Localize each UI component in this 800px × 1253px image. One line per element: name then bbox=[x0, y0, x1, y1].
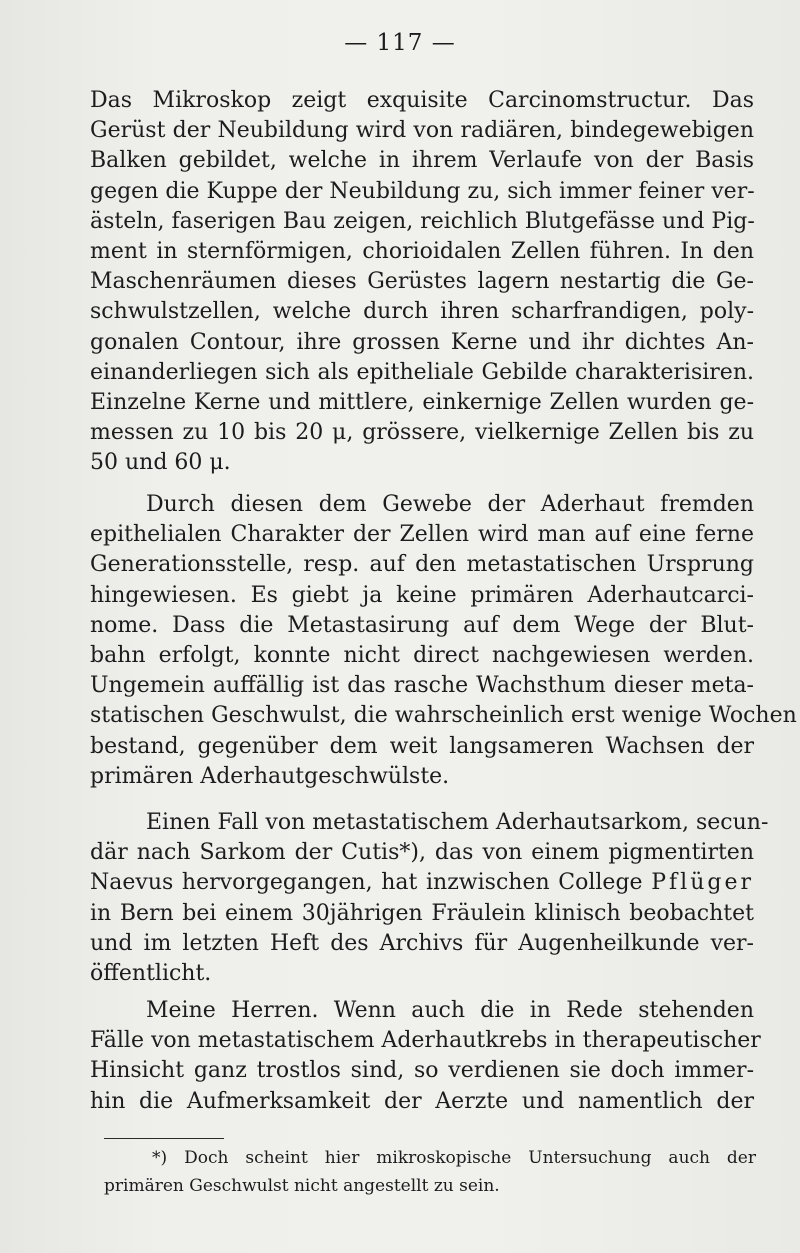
text-line: 50 und 60 μ. bbox=[90, 450, 231, 476]
text-line: hin die Aufmerksamkeit der Aerzte und namentlich der bbox=[90, 1088, 754, 1114]
text-line: öffentlicht. bbox=[90, 961, 212, 987]
text-line: ästeln, faserigen Bau zeigen, reichlich Blutgefässe und Pig- bbox=[90, 208, 755, 234]
page-number: — 117 — bbox=[344, 30, 456, 56]
paragraph-microscopy bbox=[90, 86, 754, 479]
text-line: Hinsicht ganz trostlos sind, so verdienen sie doch immer- bbox=[90, 1058, 754, 1084]
text-line: Maschenräumen dieses Gerüstes lagern nestartig die Ge- bbox=[90, 269, 754, 295]
text-line: Das Mikroskop zeigt exquisite Carcinomstructur. Das bbox=[90, 88, 754, 113]
text-line: Gerüst der Neubildung wird von radiären, bindegewebigen bbox=[90, 118, 754, 144]
text-fragment: Naevus hervorgegangen, hat inzwischen College bbox=[90, 870, 652, 896]
text-line: primären Aderhautgeschwülste. bbox=[90, 763, 450, 789]
paragraph-sarcoma-case bbox=[90, 808, 769, 989]
text-line: Generationsstelle, resp. auf den metastatischen Ursprung bbox=[90, 552, 754, 578]
footnote-line: *) Doch scheint hier mikroskopische Untersuchung auch der bbox=[152, 1148, 756, 1168]
text-line: Fälle von metastatischem Aderhautkrebs in therapeutischer bbox=[90, 1028, 761, 1054]
text-line: epithelialen Charakter der Zellen wird man auf eine ferne bbox=[90, 522, 754, 548]
text-line: statischen Geschwulst, die wahrscheinlich erst wenige Wochen bbox=[90, 703, 797, 729]
text-line: schwulstzellen, welche durch ihren scharfrandigen, poly- bbox=[90, 299, 754, 325]
text-line: ment in sternförmigen, chorioidalen Zellen führen. In den bbox=[90, 239, 754, 265]
text-line: Meine Herren. Wenn auch die in Rede stehenden bbox=[146, 998, 754, 1023]
footnote-line: primären Geschwulst nicht angestellt zu sein. bbox=[104, 1176, 500, 1196]
text-line: Durch diesen dem Gewebe der Aderhaut fremden bbox=[146, 492, 754, 517]
text-line: Einzelne Kerne und mittlere, einkernige Zellen wurden ge- bbox=[90, 390, 754, 416]
paragraph-address bbox=[90, 996, 761, 1117]
text-line: där nach Sarkom der Cutis*), das von einem pigmentirten bbox=[90, 840, 754, 866]
text-line: Balken gebildet, welche in ihrem Verlaufe von der Basis bbox=[90, 148, 754, 174]
text-line: gegen die Kuppe der Neubildung zu, sich immer feiner ver- bbox=[90, 178, 755, 204]
text-line: gonalen Contour, ihre grossen Kerne und ihr dichtes An- bbox=[90, 329, 754, 355]
text-line: bestand, gegenüber dem weit langsameren Wachsen der bbox=[90, 733, 754, 759]
text-line: nome. Dass die Metastasirung auf dem Wege der Blut- bbox=[90, 612, 754, 638]
text-line: und im letzten Heft des Archivs für Augenheilkunde ver- bbox=[90, 930, 754, 956]
footnote bbox=[104, 1144, 756, 1200]
text-line: bahn erfolgt, konnte nicht direct nachgewiesen werden. bbox=[90, 643, 754, 669]
text-line: messen zu 10 bis 20 μ, grössere, vielkernige Zellen bis zu bbox=[90, 420, 754, 446]
text-line: Ungemein auffällig ist das rasche Wachsthum dieser meta- bbox=[90, 673, 754, 699]
footnote-divider bbox=[104, 1138, 224, 1139]
paragraph-metastasis bbox=[90, 490, 797, 792]
text-line: einanderliegen sich als epitheliale Gebilde charakterisiren. bbox=[90, 359, 754, 385]
text-line: hingewiesen. Es giebt ja keine primären Aderhautcarci- bbox=[90, 582, 754, 608]
text-line: in Bern bei einem 30jährigen Fräulein klinisch beobachtet bbox=[90, 900, 754, 926]
text-line: Einen Fall von metastatischem Aderhautsarkom, secun- bbox=[146, 810, 769, 835]
text-line bbox=[90, 868, 754, 898]
person-name: Pflüger bbox=[651, 870, 754, 896]
